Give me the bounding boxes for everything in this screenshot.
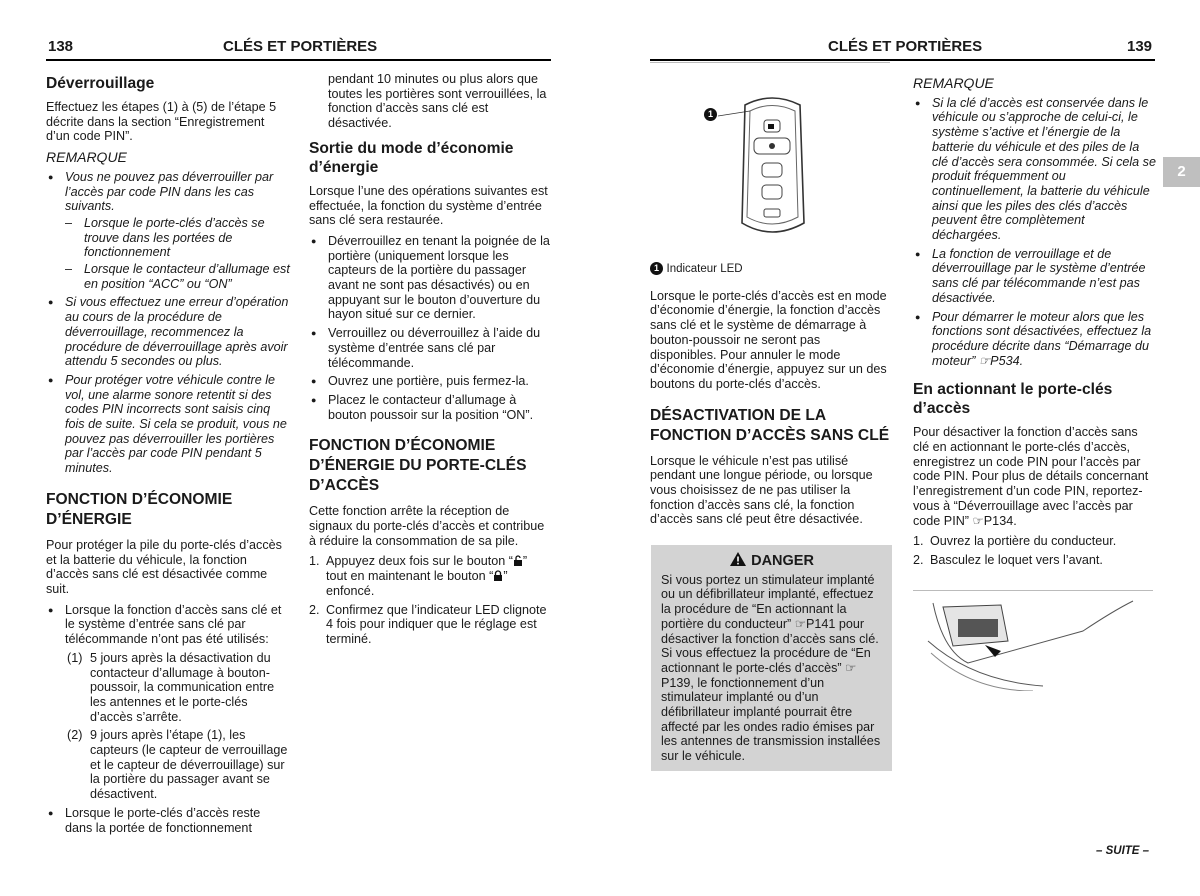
exit-list bbox=[309, 234, 551, 422]
step-item: 1. Ouvrez la portière du conducteur. bbox=[913, 534, 1117, 549]
footer-suite: – SUITE – bbox=[1096, 845, 1150, 857]
remark-label: REMARQUE bbox=[46, 149, 127, 166]
exit-item: ● Ouvrez une portière, puis fermez-la. bbox=[309, 374, 551, 389]
caption-marker: 1 bbox=[650, 262, 663, 275]
step-item: 1. Appuyez deux fois sur le bouton “ ” tout en maintenant le bouton “ ” enfoncé. bbox=[309, 554, 528, 598]
section-title-porte-cles: En actionnant le porte-clés d’accès bbox=[913, 381, 1113, 418]
section-title-desactivation: DÉSACTIVATION DE LA FONCTION D’ACCÈS SANS CLÉ bbox=[650, 406, 890, 444]
remark-list bbox=[913, 96, 1156, 369]
door-steps bbox=[913, 534, 1156, 567]
fob-steps bbox=[309, 554, 551, 646]
warning-icon bbox=[729, 551, 747, 567]
remark-item: ● Pour démarrer le moteur alors que les fonctions sont désactivées, effectuez la procédure décrite dans “Démarrage du moteur” ☞P534. bbox=[913, 310, 1156, 369]
eco-subitem: (2) 9 jours après l’étape (1), les capteurs (le capteur de verrouillage et le capteur de déverrouillage) sur la portière du passager avant se désactivent. bbox=[67, 728, 288, 802]
section-title-fob-economie: FONCTION D’ÉCONOMIE D’ÉNERGIE DU PORTE-CLÉS D’ACCÈS bbox=[309, 437, 527, 495]
left-page-number: 138 bbox=[48, 38, 74, 55]
unlock-icon bbox=[513, 555, 523, 566]
remark-subitem: – Lorsque le contacteur d’allumage est en position “ACC” ou “ON” bbox=[65, 262, 290, 291]
right-page-number: 139 bbox=[1127, 38, 1153, 55]
step-item: 2. Confirmez que l’indicateur LED clignote 4 fois pour indiquer que le réglage est terminé. bbox=[309, 602, 547, 646]
porte-cles-text: Pour désactiver la fonction d’accès sans clé en actionnant le porte-clés d’accès, enregistrez un code PIN pour l’accès par code PIN. Pour plus de détails concernant l’enregistrement d’un code PIN, reportez-vous à “Déverrouillage avec l’accès par code PIN” ☞P134. bbox=[913, 425, 1149, 528]
chapter-tab: 2 bbox=[1163, 157, 1200, 187]
fob-text: Cette fonction arrête la réception de signaux du porte-clés d’accès et contribue à réduire la consommation de sa pile. bbox=[309, 504, 545, 548]
key-fob-figure bbox=[650, 62, 890, 253]
eco-subitem: (1) 5 jours après la désactivation du contacteur d’allumage à bouton-poussoir, la communication entre les antennes et le porte-clés d’accès s’arrête. bbox=[67, 650, 275, 724]
remark-subitem: – Lorsque le porte-clés d’accès se trouve dans les portées de fonctionnement bbox=[65, 216, 290, 260]
right-col-1 bbox=[650, 261, 890, 533]
left-header-rule bbox=[46, 59, 551, 61]
danger-text: Si vous portez un stimulateur implanté ou un défibrillateur implanté, effectuez la procédure de “En actionnant la portière du conducteur” ☞P141 pour désactiver la fonction d’accès sans clé. Si vous effectuez la procédure de “En actionnant le porte-clés d’accès” ☞P139, le fonctionnement d’un stimulateur implanté ou d’un défibrillateur implanté pourrait être affecté par les ondes radio émises par les antennes de transmission installées sur le véhicule. bbox=[661, 572, 881, 764]
power-save-text: Lorsque le porte-clés d’accès est en mode d’économie d’énergie, la fonction d’accès sans clé et le système de démarrage à bouton-poussoir ne seront pas disponibles. Pour annuler le mode d’économie d’énergie, appuyez sur un des boutons du porte-clés d’accès. bbox=[650, 288, 887, 391]
deactivation-text: Lorsque le véhicule n’est pas utilisé pendant une longue période, ou lorsque vous choisissez de ne pas utiliser la fonction d’accès sans clé, la fonction d’accès sans clé peut être désactivée. bbox=[650, 453, 873, 527]
exit-item: ● Verrouillez ou déverrouillez à l’aide du système d’entrée sans clé par télécommande. bbox=[309, 326, 551, 370]
exit-text: Lorsque l’une des opérations suivantes est effectuée, la fonction du système d’entrée sans clé sera restaurée. bbox=[309, 183, 548, 228]
door-latch-illustration bbox=[913, 591, 1153, 691]
left-col-2 bbox=[309, 72, 551, 651]
continued-text: pendant 10 minutes ou plus alors que toutes les portières sont verrouillées, la fonction d’accès sans clé est désactivée. bbox=[328, 72, 547, 131]
section-title-deverrouillage: Déverrouillage bbox=[46, 75, 155, 92]
key-fob-illustration bbox=[650, 63, 890, 253]
remark-list bbox=[46, 170, 290, 476]
step-item: 2. Basculez le loquet vers l’avant. bbox=[913, 552, 1103, 567]
right-header-rule bbox=[650, 59, 1155, 61]
exit-item: ● Placez le contacteur d’allumage à bouton poussoir sur la position “ON”. bbox=[309, 393, 551, 422]
left-header-title: CLÉS ET PORTIÈRES bbox=[223, 38, 378, 55]
figure-marker-1: 1 bbox=[704, 108, 717, 121]
section-title-economie: FONCTION D’ÉCONOMIE D’ÉNERGIE bbox=[46, 490, 233, 528]
door-latch-figure bbox=[913, 590, 1153, 691]
figure-caption: 1 Indicateur LED bbox=[650, 261, 890, 277]
remark-item: ● Vous ne pouvez pas déverrouiller par l’accès par code PIN dans les cas suivants. – Lorsque le porte-clés d’accès se trouve dans les portées de fonctionnement – Lorsque le contacteur d’allumage est en position “ACC” ou “ON” bbox=[46, 170, 290, 292]
eco-item: ● Lorsque le porte-clés d’accès reste dans la portée de fonctionnement bbox=[46, 806, 290, 835]
remark-item: ● La fonction de verrouillage et de déverrouillage par le système d’entrée sans clé par télécommande n’est pas désactivée. bbox=[913, 247, 1156, 306]
danger-box bbox=[651, 545, 892, 771]
lock-icon bbox=[493, 570, 503, 581]
remark-label: REMARQUE bbox=[913, 75, 994, 91]
left-col-1 bbox=[46, 72, 290, 839]
remark-item: ● Pour protéger votre véhicule contre le vol, une alarme sonore retentit si des codes PIN incorrects sont saisis cinq fois de suite. Si cela se produit, vous ne pouvez pas déverrouiller les portières par l’accès par code PIN pendant 5 minutes. bbox=[46, 373, 290, 476]
eco-item: ● Lorsque la fonction d’accès sans clé et le système d’entrée sans clé par télécommande n’ont pas été utilisés: (1) 5 jours après la désactivation du contacteur d’allumage à bouton-poussoir, la communication entre les antennes et le porte-clés d’accès s’arrête. (2) 9 jours après l’étape (1), les capteurs (le capteur de verrouillage et le capteur de déverrouillage) sur la portière du passager avant se désactivent. bbox=[46, 603, 290, 802]
eco-list bbox=[46, 603, 290, 836]
intro-text: Effectuez les étapes (1) à (5) de l’étape 5 décrite dans la section “Enregistrement d’un code PIN”. bbox=[46, 100, 277, 144]
right-col-2 bbox=[913, 72, 1156, 572]
eco-text: Pour protéger la pile du porte-clés d’accès et la batterie du véhicule, la fonction d’accès sans clé est désactivée comme suit. bbox=[46, 537, 282, 596]
exit-item: ● Déverrouillez en tenant la poignée de la portière (uniquement lorsque les capteurs de la portière du passager avant ne sont pas désactivés) ou en appuyant sur le bouton d’ouverture du hayon situé sur ce dernier. bbox=[309, 234, 551, 322]
remark-item: ● Si vous effectuez une erreur d’opération au cours de la procédure de déverrouillage, recommencez la procédure de déverrouillage après avoir attendu 5 secondes ou plus. bbox=[46, 295, 290, 369]
danger-heading: DANGER bbox=[651, 551, 892, 569]
right-header-title: CLÉS ET PORTIÈRES bbox=[828, 38, 983, 55]
section-title-sortie: Sortie du mode d’économie d’énergie bbox=[309, 139, 514, 176]
remark-item: ● Si la clé d’accès est conservée dans le véhicule ou s’approche de celui-ci, le système s’active et l’énergie de la batterie du véhicule et des piles de la clé d’accès sera consommée. Si cela se produit fréquemment ou continuellement, la batterie du véhicule ainsi que les piles des clés d’accès peuvent être complètement déchargées. bbox=[913, 96, 1156, 243]
